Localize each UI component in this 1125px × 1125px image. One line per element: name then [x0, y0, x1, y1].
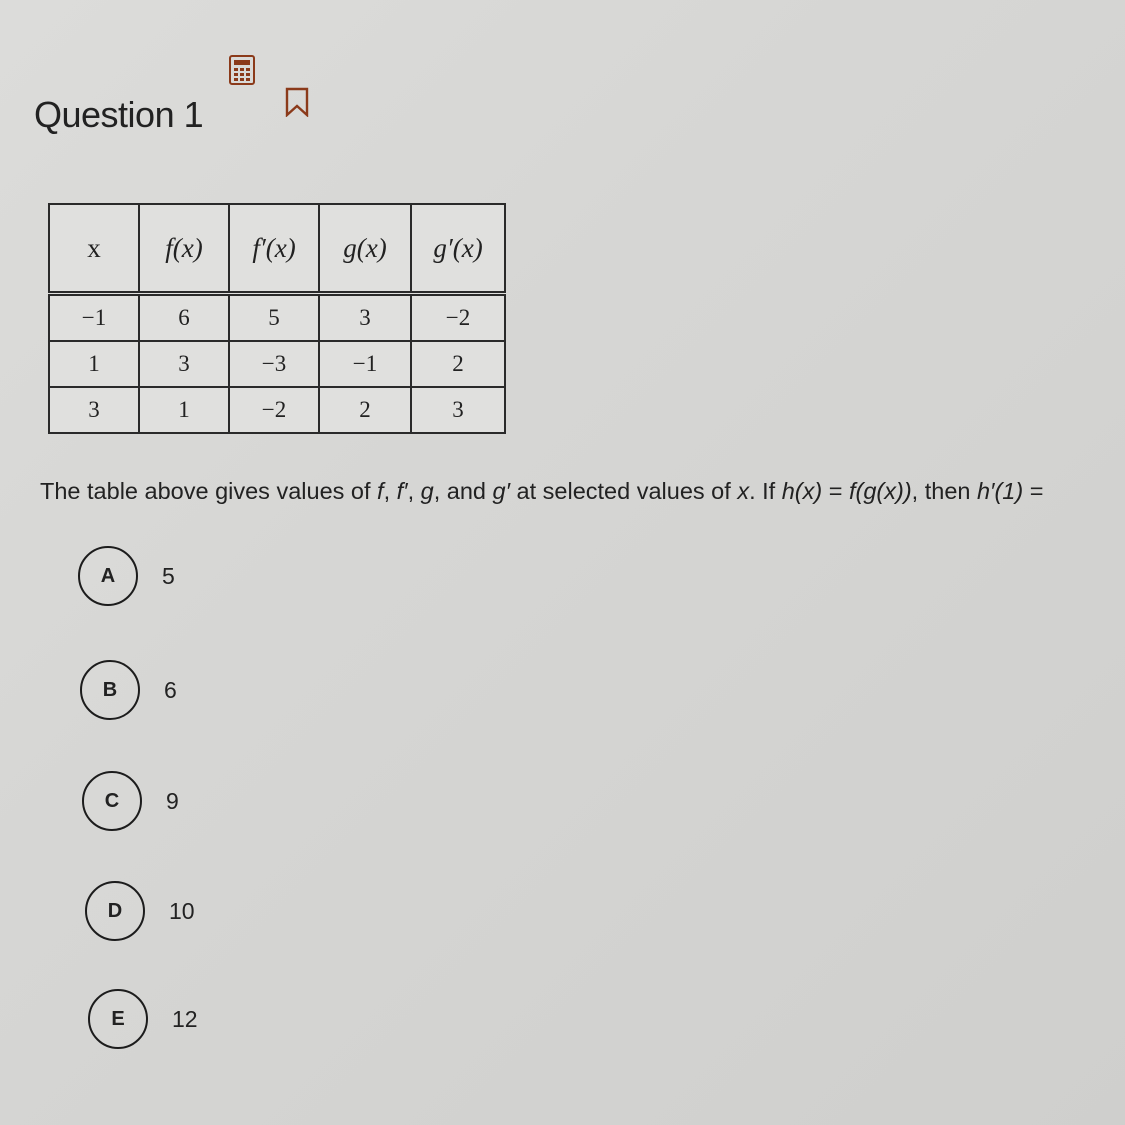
table-row — [49, 387, 505, 433]
option-text: 9 — [166, 787, 179, 814]
prompt-var: g — [420, 478, 434, 504]
option-text: 6 — [164, 676, 177, 703]
option-text: 12 — [172, 1005, 198, 1032]
table-cell: −2 — [411, 294, 505, 342]
answer-option-a[interactable] — [78, 544, 175, 608]
question-prompt — [40, 478, 1043, 505]
header-fpx: f′(x) — [229, 204, 319, 294]
header-gx: g(x) — [319, 204, 411, 294]
table-cell: −2 — [229, 387, 319, 433]
table-cell: 2 — [319, 387, 411, 433]
option-text: 5 — [162, 562, 175, 589]
prompt-var: f — [377, 478, 384, 504]
prompt-var: h′(1) — [976, 478, 1024, 504]
table-cell: 5 — [229, 294, 319, 342]
header-gpx: g′(x) — [411, 204, 505, 294]
table-cell: 1 — [49, 341, 139, 387]
option-bubble[interactable]: A — [78, 546, 138, 606]
option-bubble[interactable]: D — [85, 881, 145, 941]
option-bubble[interactable]: C — [82, 771, 142, 831]
header-fx: f(x) — [139, 204, 229, 294]
prompt-var: f(g(x)) — [849, 478, 912, 504]
prompt-text: = — [822, 478, 849, 504]
calculator-icon[interactable] — [229, 55, 255, 85]
answer-option-b[interactable] — [80, 658, 177, 722]
answer-option-c[interactable] — [82, 769, 179, 833]
option-bubble[interactable]: E — [88, 989, 148, 1049]
prompt-var: f′ — [396, 478, 408, 504]
table-cell: 3 — [49, 387, 139, 433]
prompt-var: x — [737, 478, 750, 504]
header-x: x — [49, 204, 139, 294]
prompt-text: , and — [433, 478, 493, 504]
table-cell: 3 — [139, 341, 229, 387]
table-cell: −3 — [229, 341, 319, 387]
table-row — [49, 294, 505, 342]
prompt-text: , — [407, 478, 421, 504]
answer-option-e[interactable] — [88, 987, 198, 1051]
prompt-var: h(x) — [781, 478, 823, 504]
prompt-text: at selected values of — [510, 478, 738, 504]
prompt-var: g′ — [492, 478, 510, 504]
table-cell: 3 — [411, 387, 505, 433]
bookmark-icon[interactable] — [285, 87, 309, 117]
table-cell: −1 — [319, 341, 411, 387]
table-cell: 6 — [139, 294, 229, 342]
table-cell: −1 — [49, 294, 139, 342]
table-row — [49, 341, 505, 387]
prompt-text: The table above gives values of — [40, 478, 378, 504]
prompt-text: . If — [749, 478, 782, 504]
table-cell: 2 — [411, 341, 505, 387]
values-table-container — [48, 203, 506, 434]
table-header-row — [49, 204, 505, 294]
answer-option-d[interactable] — [85, 879, 195, 943]
table-cell: 3 — [319, 294, 411, 342]
prompt-text: , — [383, 478, 397, 504]
table-cell: 1 — [139, 387, 229, 433]
question-title: Question 1 — [34, 94, 204, 135]
option-bubble[interactable]: B — [80, 660, 140, 720]
prompt-text: , then — [911, 478, 977, 504]
prompt-text: = — [1023, 478, 1044, 504]
option-text: 10 — [169, 897, 195, 924]
values-table — [48, 203, 506, 434]
